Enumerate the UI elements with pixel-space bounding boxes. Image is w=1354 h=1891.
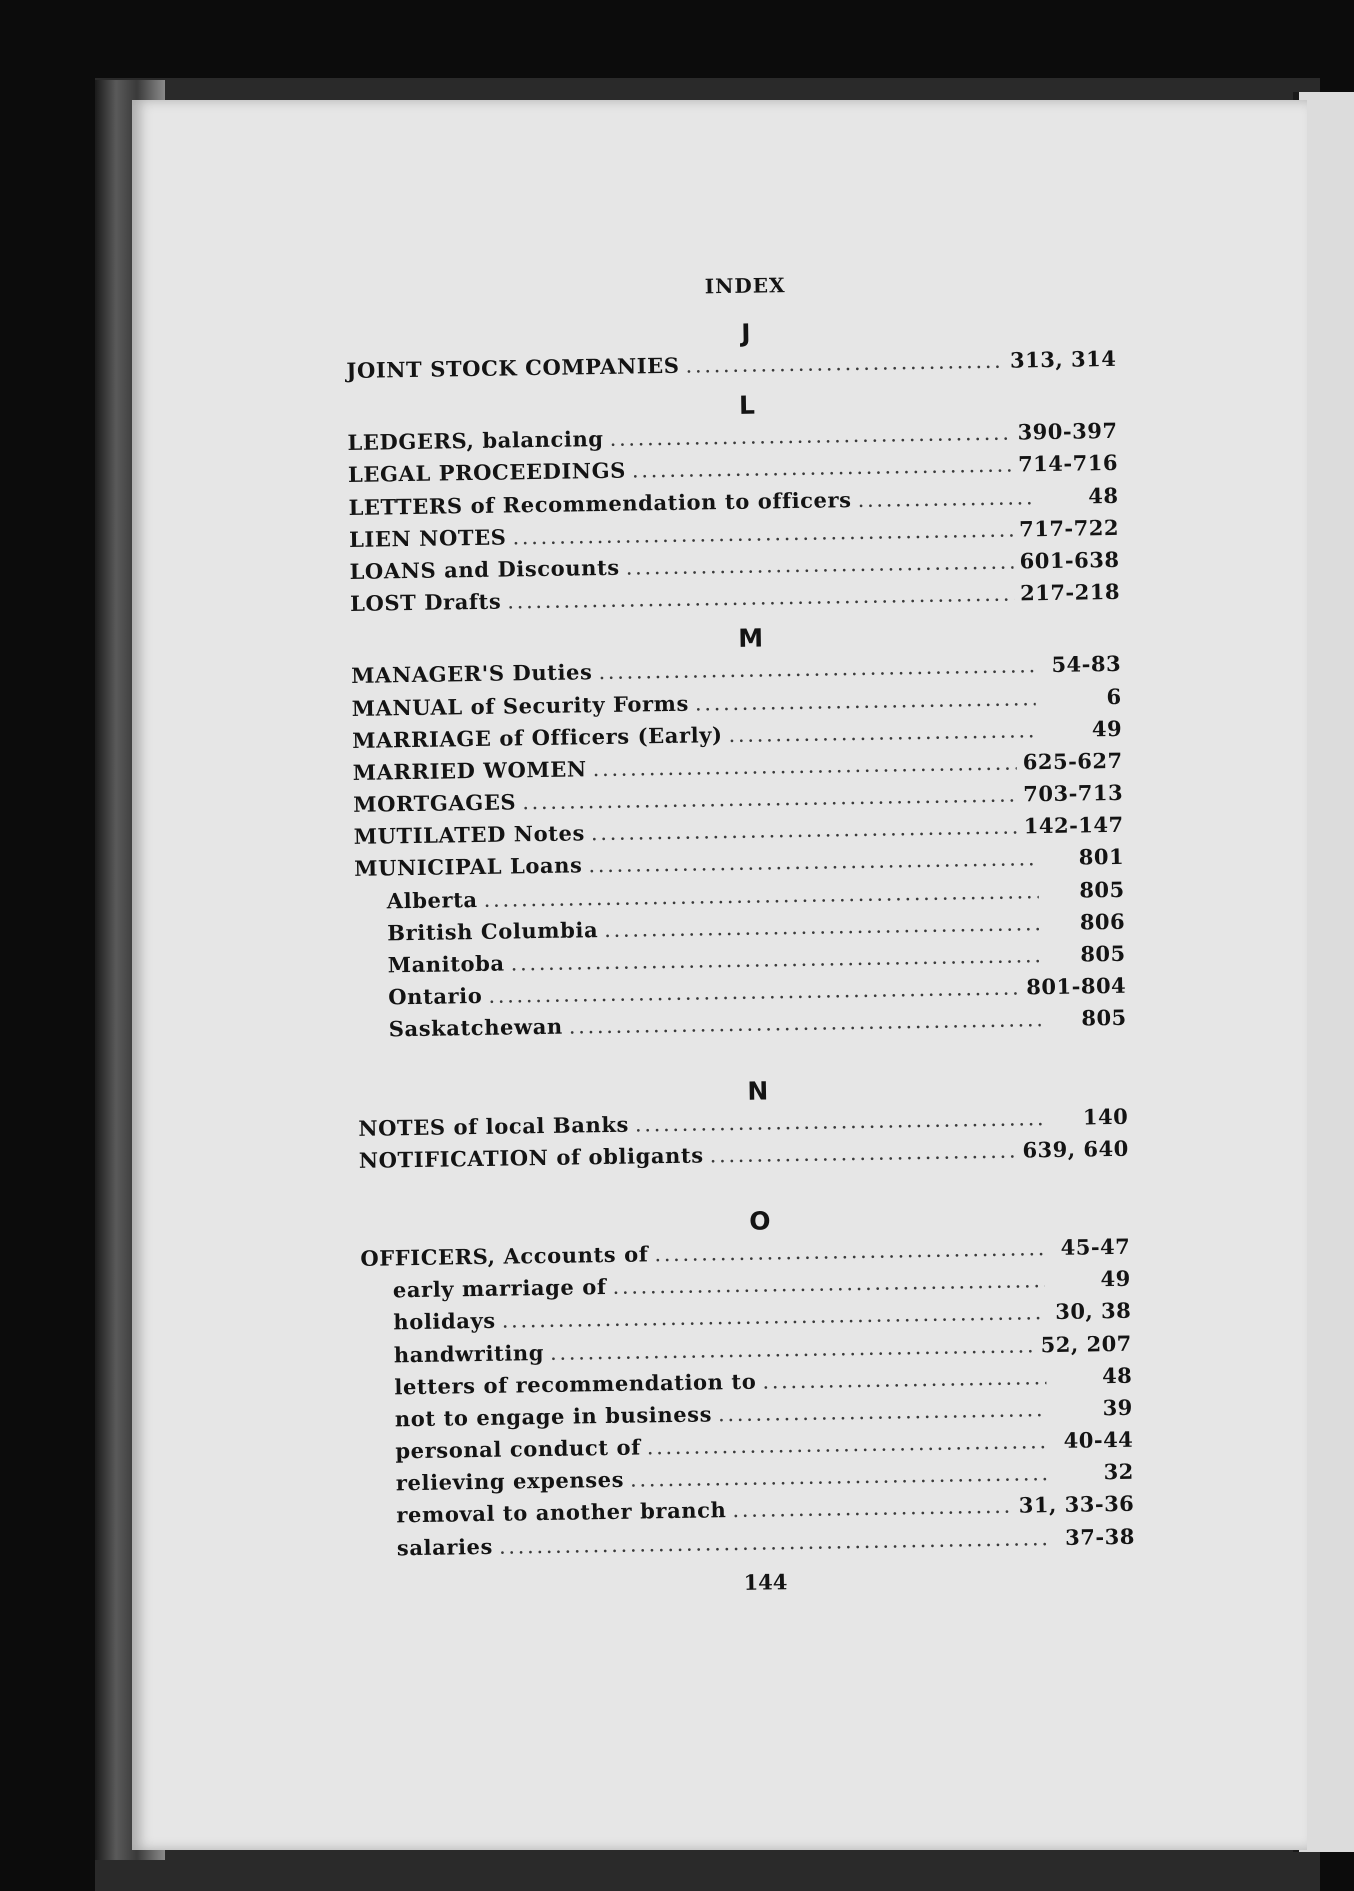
entry-pages: 805 bbox=[1080, 940, 1126, 967]
leader-dots bbox=[550, 1333, 1035, 1365]
leader-dots bbox=[709, 1138, 1016, 1167]
leader-dots bbox=[695, 686, 1036, 715]
entry-label: Manitoba bbox=[387, 950, 505, 978]
entry-pages: 45-47 bbox=[1060, 1233, 1131, 1260]
leader-dots bbox=[612, 1268, 1045, 1299]
entry-pages: 805 bbox=[1079, 876, 1125, 903]
entry-label: Saskatchewan bbox=[388, 1014, 563, 1042]
leader-dots bbox=[654, 1236, 1044, 1266]
section-letter-n: N bbox=[747, 1076, 769, 1106]
leader-dots bbox=[630, 1461, 1048, 1492]
entry-pages: 39 bbox=[1102, 1394, 1133, 1421]
section-m-entries bbox=[351, 651, 1127, 1049]
leader-dots bbox=[647, 1429, 1048, 1459]
entry-label: holidays bbox=[393, 1308, 496, 1335]
page-number: 144 bbox=[743, 1569, 788, 1595]
entry-pages: 30, 38 bbox=[1055, 1298, 1132, 1325]
entry-label: MANUAL of Security Forms bbox=[351, 690, 690, 721]
entry-pages: 801-804 bbox=[1026, 973, 1127, 1000]
entry-label: handwriting bbox=[393, 1339, 545, 1367]
section-letter-m: M bbox=[738, 623, 764, 654]
entry-pages: 49 bbox=[1100, 1265, 1131, 1292]
entry-pages: 601-638 bbox=[1019, 546, 1120, 574]
entry-pages: 625-627 bbox=[1022, 747, 1123, 775]
entry-label: salaries bbox=[396, 1533, 494, 1560]
entry-label: Alberta bbox=[386, 886, 478, 914]
entry-pages: 801 bbox=[1078, 844, 1125, 870]
leader-dots bbox=[569, 1008, 1041, 1039]
leader-dots bbox=[728, 718, 1036, 747]
leader-dots bbox=[588, 847, 1038, 878]
entry-pages: 140 bbox=[1082, 1103, 1129, 1130]
entry-pages: 714-716 bbox=[1017, 450, 1119, 477]
entry-label: LEGAL PROCEEDINGS bbox=[347, 457, 627, 488]
entry-pages: 48 bbox=[1101, 1362, 1133, 1388]
entry-label: MARRIAGE of Officers (Early) bbox=[352, 721, 723, 753]
entry-label: LEDGERS, balancing bbox=[347, 426, 604, 456]
entry-pages: 6 bbox=[1106, 683, 1122, 709]
leader-dots bbox=[718, 1397, 1047, 1426]
entry-label: not to engage in business bbox=[394, 1401, 713, 1432]
entry-label: OFFICERS, Accounts of bbox=[360, 1241, 649, 1271]
page-title: INDEX bbox=[704, 273, 786, 299]
index-content bbox=[345, 268, 1136, 1601]
leader-dots bbox=[507, 582, 1014, 614]
entry-pages: 217-218 bbox=[1019, 578, 1121, 606]
leader-dots bbox=[604, 911, 1039, 942]
entry-pages: 52, 207 bbox=[1040, 1330, 1132, 1357]
entry-pages: 313, 314 bbox=[1009, 345, 1117, 373]
entry-label: MARRIED WOMEN bbox=[352, 756, 587, 785]
leader-dots bbox=[522, 783, 1017, 815]
entry-pages: 49 bbox=[1091, 715, 1123, 742]
section-letter-j: J bbox=[741, 318, 751, 348]
entry-pages: 37-38 bbox=[1064, 1523, 1136, 1550]
entry-pages: 717-722 bbox=[1018, 514, 1120, 542]
entry-pages: 31, 33-36 bbox=[1018, 1491, 1135, 1519]
entry-label: LETTERS of Recommendation to officers bbox=[348, 486, 852, 520]
entry-pages: 806 bbox=[1079, 908, 1126, 935]
entry-label: relieving expenses bbox=[395, 1467, 625, 1496]
entry-pages: 703-713 bbox=[1023, 779, 1124, 807]
entry-label: British Columbia bbox=[387, 916, 599, 946]
entry-label: JOINT STOCK COMPANIES bbox=[346, 352, 680, 383]
entry-pages: 390-397 bbox=[1017, 418, 1118, 445]
section-n-entries bbox=[358, 1103, 1129, 1179]
entry-label: LOST Drafts bbox=[349, 588, 502, 617]
entry-label: MORTGAGES bbox=[353, 789, 517, 817]
leader-dots bbox=[512, 517, 1013, 549]
entry-pages: 142-147 bbox=[1023, 812, 1124, 839]
leader-dots bbox=[632, 453, 1013, 483]
leader-dots bbox=[857, 485, 1032, 512]
entry-label: MANAGER'S Duties bbox=[351, 659, 593, 689]
leader-dots bbox=[732, 1494, 1013, 1522]
leader-dots bbox=[635, 1106, 1043, 1136]
entry-label: MUTILATED Notes bbox=[353, 820, 586, 850]
entry-pages: 48 bbox=[1088, 482, 1119, 508]
entry-label: removal to another branch bbox=[396, 1497, 727, 1528]
leader-dots bbox=[592, 750, 1017, 781]
entry-label: LOANS and Discounts bbox=[349, 554, 620, 584]
entry-pages: 54-83 bbox=[1051, 651, 1122, 678]
entry-pages: 639, 640 bbox=[1022, 1135, 1129, 1163]
section-l-entries bbox=[347, 418, 1120, 623]
leader-dots bbox=[626, 549, 1014, 579]
entry-pages: 805 bbox=[1081, 1005, 1127, 1031]
entry-label: NOTES of local Banks bbox=[358, 1111, 630, 1141]
leader-dots bbox=[591, 815, 1018, 846]
entry-pages: 32 bbox=[1103, 1459, 1135, 1485]
entry-label: letters of recommendation to bbox=[394, 1368, 757, 1400]
section-o-entries bbox=[360, 1234, 1135, 1568]
entry-pages: 40-44 bbox=[1063, 1426, 1134, 1453]
leader-dots bbox=[685, 349, 1004, 378]
entry-label: LIEN NOTES bbox=[348, 524, 507, 552]
entry-label: NOTIFICATION of obligants bbox=[358, 1142, 704, 1173]
section-letter-l: L bbox=[738, 390, 756, 421]
leader-dots bbox=[598, 654, 1035, 685]
leader-dots bbox=[762, 1365, 1046, 1393]
leader-dots bbox=[609, 421, 1011, 451]
entry-label: Ontario bbox=[388, 983, 483, 1010]
entry-label: early marriage of bbox=[392, 1274, 607, 1303]
entry-label: personal conduct of bbox=[395, 1434, 641, 1464]
entry-label: MUNICIPAL Loans bbox=[354, 852, 583, 882]
section-letter-o: O bbox=[748, 1206, 771, 1236]
